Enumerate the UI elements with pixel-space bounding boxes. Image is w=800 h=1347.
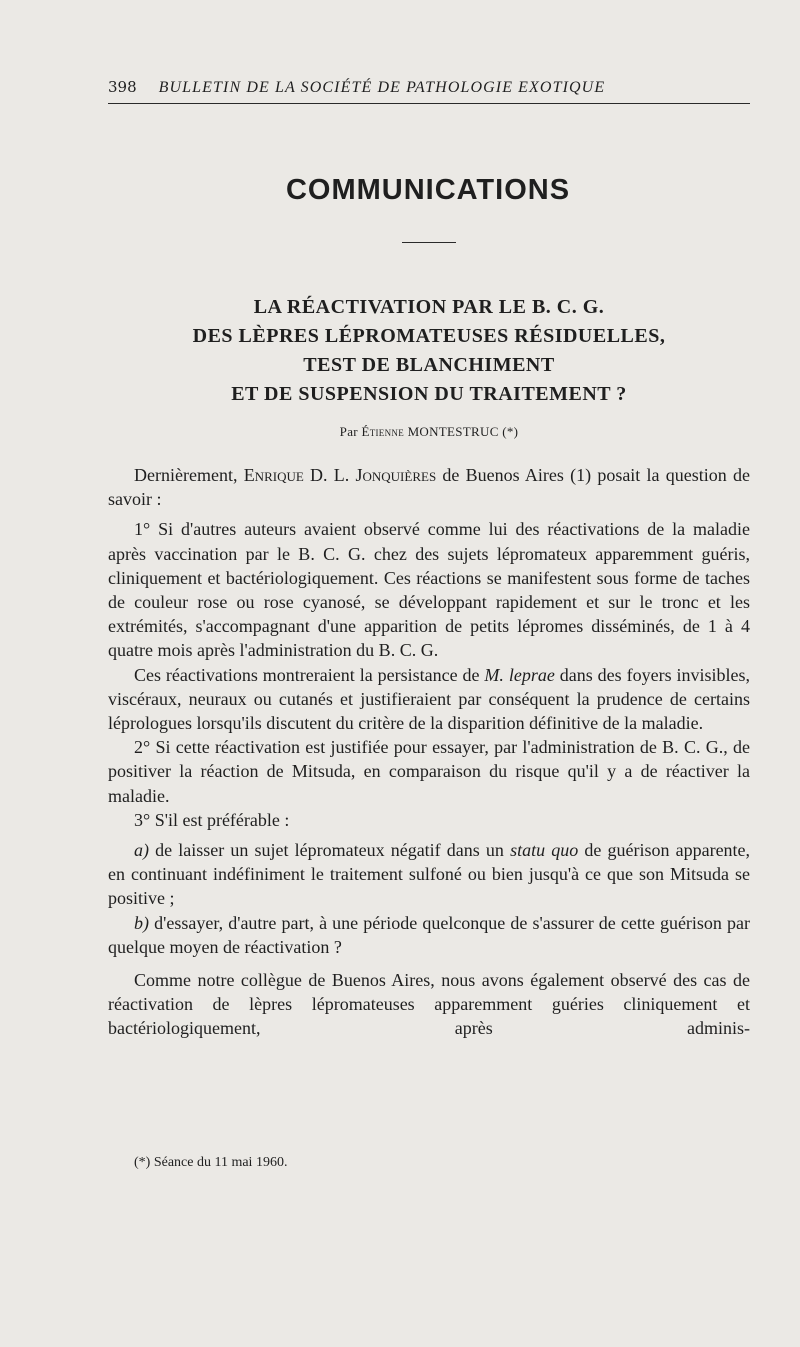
journal-title: BULLETIN DE LA SOCIÉTÉ DE PATHOLOGIE EXOTIQUE: [158, 79, 606, 96]
footnote-marker: (*): [502, 424, 519, 439]
article-body: [108, 463, 750, 1041]
paragraph: 2° Si cette réactivation est justifiée pour essayer, par l'administration de B. C. G., de positiver la réaction de Mitsuda, en comparaison du risque qu'il y a de réactiver la maladie.: [108, 737, 750, 806]
page-number: 398: [108, 78, 137, 96]
author-reference: Enrique: [243, 465, 304, 485]
title-line: TEST DE BLANCHIMENT: [303, 354, 555, 376]
paragraph: Dernièrement, Enrique D. L. Jonquières de Buenos Aires (1) posait la question de savoir :: [108, 465, 750, 510]
title-line: LA RÉACTIVATION PAR LE B. C. G.: [253, 296, 605, 318]
paragraph: 3° S'il est préférable :: [134, 809, 290, 830]
footnote: (*) Séance du 11 mai 1960.: [134, 1155, 288, 1170]
list-label: a): [134, 840, 149, 861]
latin-term: statu quo: [510, 840, 579, 861]
species-name: M. leprae: [484, 664, 555, 685]
paragraph: Comme notre collègue de Buenos Aires, nous avons également observé des cas de réactivation de lèpres lépromateuses apparemment guéries cliniquement et bactériologiquement, après adminis-: [108, 970, 750, 1039]
list-label: b): [134, 912, 149, 933]
title-line: ET DE SUSPENSION DU TRAITEMENT ?: [231, 383, 627, 405]
author-last-name: MONTESTRUC: [407, 424, 499, 439]
paragraph: Ces réactivations montreraient la persistance de M. leprae dans des foyers invisibles, viscéraux, neuraux ou cutanés et justifieraient par conséquent la prudence de certains léprologues lorsqu'ils discutent du critère de la disparition définitive de la maladie.: [108, 664, 751, 734]
section-rule: [402, 242, 456, 243]
paragraph: 1° Si d'autres auteurs avaient observé comme lui des réactivations de la maladie après vaccination par le B. C. G. chez des sujets lépromateux apparemment guéris, cliniquement et bactériologiquement. Ces réactions se manifestent sous forme de taches de couleur rose ou rose cyanosé, se développant rapidement et sur le tronc et les extrémités, s'accompagnant d'une apparition de petits lépromes disséminés, de 1 à 4 quatre mois après l'administration du B. C. G.: [108, 519, 750, 661]
title-line: DES LÈPRES LÉPROMATEUSES RÉSIDUELLES,: [192, 325, 666, 347]
author-first-name: Étienne: [361, 424, 404, 439]
header-rule: [108, 103, 750, 104]
article-title: [108, 293, 750, 409]
byline-par: Par: [339, 424, 358, 439]
section-heading: COMMUNICATIONS: [285, 174, 571, 206]
byline: [108, 424, 750, 440]
running-head: [108, 77, 750, 98]
paragraph: b) d'essayer, d'autre part, à une période quelconque de s'assurer de cette guérison par quelque moyen de réactivation ?: [108, 912, 751, 957]
paragraph: a) de laisser un sujet lépromateux négatif dans un statu quo de guérison apparente, en continuant indéfiniment le traitement sulfoné ou bien jusqu'à ce que son Mitsuda se positive ;: [108, 840, 751, 909]
author-reference: Jonquières: [355, 465, 437, 485]
